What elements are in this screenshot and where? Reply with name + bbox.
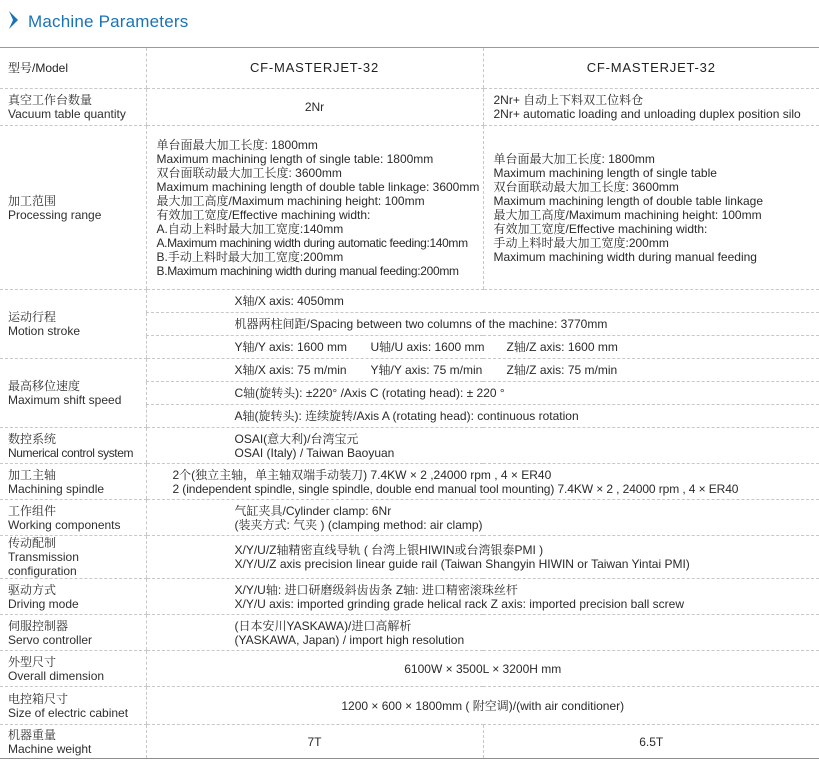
nc-label-cn: 数控系统 <box>8 431 57 446</box>
drive-value <box>146 579 819 615</box>
motion-z-value: Z轴/Z axis: 1600 mm <box>506 340 618 354</box>
spindle-label <box>0 464 146 500</box>
speed-x-value: X轴/X axis: 75 m/min <box>234 363 347 377</box>
weight-col2: 6.5T <box>483 725 819 759</box>
spindle-line1: 2个(独立主轴，单主轴双端手动装刀) 7.4KW × 2 ,24000 rpm , 4 × ER40 <box>172 467 552 482</box>
nc-line1: OSAI(意大利)/台湾宝元 <box>234 431 359 446</box>
range-col1-line: 最大加工高度/Maximum machining height: 100mm <box>156 193 425 208</box>
range-col1-line: B.手动上料时最大加工宽度:200mm <box>156 249 344 264</box>
cabinet-label-cn: 电控箱尺寸 <box>8 691 69 706</box>
trans-line2: X/Y/U/Z axis precision linear guide rail (Taiwan Shangyin HIWIN or Taiwan Yintai PMI) <box>234 557 690 571</box>
range-label-en: Processing range <box>8 207 102 222</box>
work-value <box>146 500 819 536</box>
speed-c-value: C轴(旋转头): ±220° /Axis C (rotating head): ± 220 ° <box>146 382 819 405</box>
nc-value <box>146 428 819 464</box>
range-col2-line: Maximum machining length of double table linkage <box>493 193 763 208</box>
work-line1: 气缸夹具/Cylinder clamp: 6Nr <box>234 503 392 518</box>
motion-y-value: Y轴/Y axis: 1600 mm <box>234 340 347 354</box>
range-col1-line: A.自动上料时最大加工宽度:140mm <box>156 221 344 236</box>
drive-label-en: Driving mode <box>8 596 79 611</box>
range-col2 <box>483 126 819 290</box>
dim-label <box>0 651 146 687</box>
row-processing-range <box>0 126 819 290</box>
speed-label <box>0 359 146 428</box>
weight-label-cn: 机器重量 <box>8 727 57 742</box>
row-model <box>0 48 819 89</box>
row-weight <box>0 725 819 759</box>
vacuum-label-en: Vacuum table quantity <box>8 107 126 121</box>
range-col1-line: A.Maximum machining width during automatic feeding:140mm <box>156 235 468 250</box>
row-dimension <box>0 651 819 687</box>
range-col1 <box>146 126 483 290</box>
nc-line2: OSAI (Italy) / Taiwan Baoyuan <box>234 445 395 460</box>
work-label-cn: 工作组件 <box>8 503 57 518</box>
servo-line1: (日本安川YASKAWA)/进口高解析 <box>234 618 412 633</box>
servo-value <box>146 615 819 651</box>
row-vacuum <box>0 89 819 126</box>
row-driving-mode <box>0 579 819 615</box>
spindle-line2: 2 (independent spindle, single spindle, double end manual tool mounting) 7.4KW × 2 , 24000 rpm , 4 × ER40 <box>172 481 739 496</box>
parameters-table <box>0 47 819 759</box>
nc-label <box>0 428 146 464</box>
model-label: 型号/Model <box>0 48 146 89</box>
row-motion-x <box>0 290 819 313</box>
row-servo <box>0 615 819 651</box>
dim-value: 6100W × 3500L × 3200H mm <box>146 651 819 687</box>
drive-label-cn: 驱动方式 <box>8 582 57 597</box>
row-speed-xyz <box>0 359 819 382</box>
chevron-right-icon <box>8 10 20 30</box>
motion-yuz <box>146 336 819 359</box>
spindle-value <box>146 464 819 500</box>
drive-line2: X/Y/U axis: imported grinding grade helical rack Z axis: imported precision ball screw <box>234 596 685 611</box>
motion-label-cn: 运动行程 <box>8 310 57 324</box>
vacuum-label <box>0 89 146 126</box>
speed-a-value: A轴(旋转头): 连续旋转/Axis A (rotating head): continuous rotation <box>146 405 819 428</box>
row-working-components <box>0 500 819 536</box>
row-transmission <box>0 536 819 579</box>
servo-label-cn: 伺服控制器 <box>8 618 69 633</box>
speed-label-cn: 最高移位速度 <box>8 379 81 393</box>
cabinet-label-en: Size of electric cabinet <box>8 705 129 720</box>
weight-label <box>0 725 146 759</box>
speed-xyz <box>146 359 819 382</box>
section-header <box>0 0 819 46</box>
range-col1-line: 双台面联动最大加工长度: 3600mm <box>156 165 342 180</box>
vacuum-label-cn: 真空工作台数量 <box>8 93 93 107</box>
cabinet-label <box>0 687 146 725</box>
spindle-label-cn: 加工主轴 <box>8 467 57 482</box>
work-label-en: Working components <box>8 517 121 532</box>
trans-label <box>0 536 146 579</box>
speed-label-en: Maximum shift speed <box>8 393 122 407</box>
trans-label-en2: configuration <box>8 564 77 578</box>
vacuum-col2-line1: 2Nr+ 自动上下料双工位料仓 <box>493 93 644 107</box>
range-label <box>0 126 146 290</box>
row-nc <box>0 428 819 464</box>
speed-z-value: Z轴/Z axis: 75 m/min <box>506 363 618 377</box>
motion-label <box>0 290 146 359</box>
vacuum-col2-line2: 2Nr+ automatic loading and unloading duplex position silo <box>493 107 801 121</box>
servo-label <box>0 615 146 651</box>
motion-label-en: Motion stroke <box>8 324 81 338</box>
row-spindle <box>0 464 819 500</box>
range-col2-line: 单台面最大加工长度: 1800mm <box>493 151 655 166</box>
trans-line1: X/Y/U/Z轴精密直线导轨 ( 台湾上银HIWIN或台湾银泰PMI ) <box>234 543 544 557</box>
section-title: Machine Parameters <box>28 12 189 31</box>
range-col2-line: 手动上料时最大加工宽度:200mm <box>493 235 669 250</box>
drive-line1: X/Y/U轴: 进口研磨级斜齿齿条 Z轴: 进口精密滚珠丝杆 <box>234 582 518 597</box>
range-col1-line: Maximum machining length of double table linkage: 3600mm <box>156 179 480 194</box>
model-col1: CF-MASTERJET-32 <box>146 48 483 89</box>
motion-u-value: U轴/U axis: 1600 mm <box>370 340 485 354</box>
range-col2-line: 最大加工高度/Maximum machining height: 100mm <box>493 207 762 222</box>
servo-line2: (YASKAWA, Japan) / import high resolution <box>234 632 465 647</box>
spindle-label-en: Machining spindle <box>8 481 105 496</box>
drive-label <box>0 579 146 615</box>
dim-label-en: Overall dimension <box>8 668 105 683</box>
weight-label-en: Machine weight <box>8 741 92 756</box>
cabinet-value: 1200 × 600 × 1800mm ( 附空调)/(with air conditioner) <box>146 687 819 725</box>
weight-col1: 7T <box>146 725 483 759</box>
model-col2: CF-MASTERJET-32 <box>483 48 819 89</box>
vacuum-col1: 2Nr <box>146 89 483 126</box>
trans-value <box>146 536 819 579</box>
range-col1-line: 有效加工宽度/Effective machining width: <box>156 207 371 222</box>
range-col1-line: Maximum machining length of single table: 1800mm <box>156 151 434 166</box>
work-line2: (装夹方式: 气夹 ) (clamping method: air clamp) <box>234 517 483 532</box>
range-col2-line: 有效加工宽度/Effective machining width: <box>493 221 708 236</box>
servo-label-en: Servo controller <box>8 632 93 647</box>
trans-label-en1: Transmission <box>8 550 79 564</box>
range-col2-line: Maximum machining length of single table <box>493 165 717 180</box>
nc-label-en: Numerical control system <box>8 445 134 460</box>
range-col1-line: B.Maximum machining width during manual feeding:200mm <box>156 263 459 278</box>
row-cabinet <box>0 687 819 725</box>
motion-spacing-value: 机器两柱间距/Spacing between two columns of the machine: 3770mm <box>146 313 819 336</box>
work-label <box>0 500 146 536</box>
vacuum-col2 <box>483 89 819 126</box>
motion-x-value: X轴/X axis: 4050mm <box>146 290 819 313</box>
dim-label-cn: 外型尺寸 <box>8 654 57 669</box>
range-label-cn: 加工范围 <box>8 193 57 208</box>
range-col1-line: 单台面最大加工长度: 1800mm <box>156 137 318 152</box>
trans-label-cn: 传动配制 <box>8 536 57 550</box>
range-col2-line: Maximum machining width during manual feeding <box>493 249 757 264</box>
range-col2-line: 双台面联动最大加工长度: 3600mm <box>493 179 679 194</box>
speed-y-value: Y轴/Y axis: 75 m/min <box>370 363 483 377</box>
